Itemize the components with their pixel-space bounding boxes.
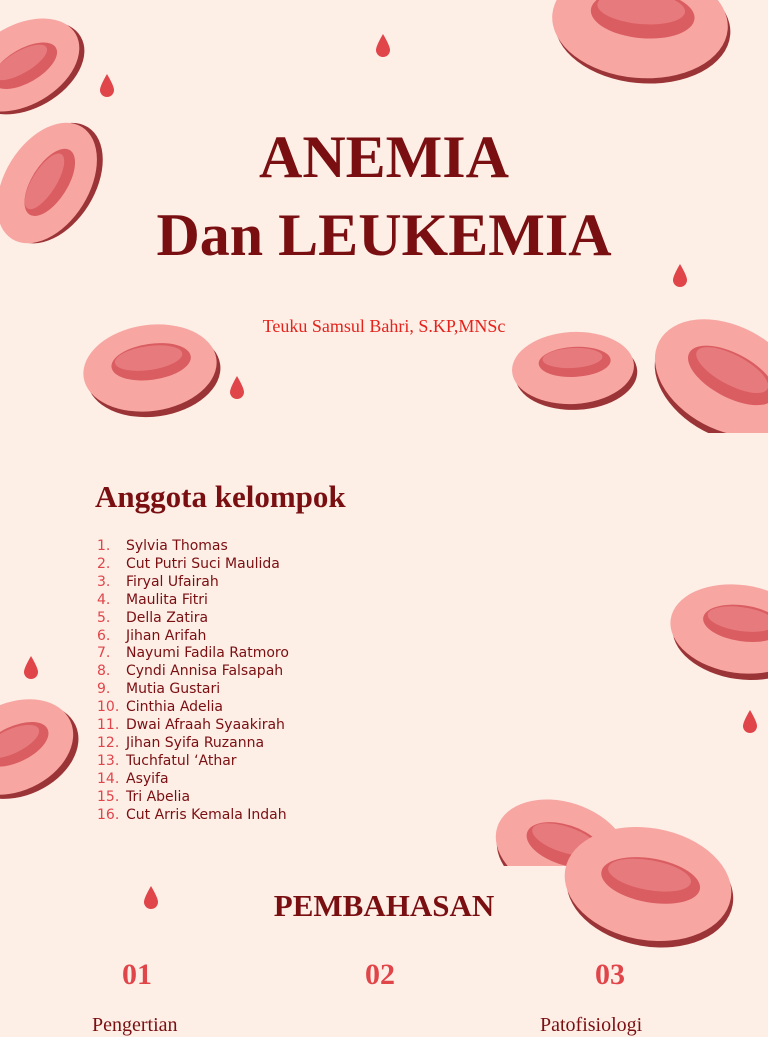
member-name: Cyndi Annisa Falsapah (126, 663, 284, 680)
blood-cell-icon (547, 0, 736, 91)
member-number: 6. (97, 627, 111, 644)
member-item (97, 735, 289, 753)
member-item (97, 663, 289, 681)
member-number: 15. (97, 788, 120, 805)
member-item (97, 574, 289, 592)
member-name: Cut Arris Kemala Indah (126, 806, 287, 823)
member-item (97, 789, 289, 807)
author-name: Teuku Samsul Bahri, S.KP,MNSc (262, 316, 506, 336)
member-number: 12. (97, 734, 120, 751)
blood-drop-icon (376, 34, 390, 57)
member-number: 3. (97, 573, 111, 590)
member-name: Asyifa (126, 770, 169, 787)
blood-cell-icon (664, 576, 768, 689)
title-line-1: ANEMIA (259, 124, 509, 190)
member-number: 7. (97, 645, 111, 662)
presentation-title (0, 118, 768, 274)
member-number: 1. (97, 538, 111, 554)
member-number: 2. (97, 555, 111, 572)
member-list (97, 538, 289, 825)
member-name: Mutia Gustari (126, 681, 221, 698)
blood-drop-icon (743, 710, 757, 733)
member-name: Della Zatira (126, 609, 209, 626)
member-item (97, 538, 289, 556)
members-heading: Anggota kelompok (95, 479, 346, 514)
blood-drop-icon (24, 656, 38, 679)
member-item (97, 699, 289, 717)
member-item (97, 610, 289, 628)
member-number: 5. (97, 609, 111, 626)
member-number: 13. (97, 752, 120, 769)
member-name: Dwai Afraah Syaakirah (126, 717, 285, 734)
blood-cell-icon (0, 680, 94, 819)
member-item (97, 628, 289, 646)
member-item (97, 717, 289, 735)
topic-number-3: 03 (595, 958, 625, 991)
member-item (97, 753, 289, 771)
member-name: Jihan Arifah (126, 627, 207, 644)
member-name: Nayumi Fadila Ratmoro (126, 645, 289, 662)
member-name: Sylvia Thomas (126, 538, 228, 554)
member-number: 9. (97, 681, 111, 698)
topic-number-1: 01 (122, 958, 152, 991)
topic-number-2: 02 (365, 958, 395, 991)
member-number: 16. (97, 806, 120, 823)
member-name: Maulita Fitri (126, 591, 208, 608)
member-item (97, 771, 289, 789)
member-name: Jihan Syifa Ruzanna (126, 734, 265, 751)
member-name: Tri Abelia (126, 788, 191, 805)
member-number: 10. (97, 699, 120, 716)
member-number: 11. (97, 717, 120, 734)
blood-cell-icon (510, 329, 639, 413)
title-line-2: Dan LEUKEMIA (156, 202, 612, 268)
member-item (97, 592, 289, 610)
blood-drop-icon (100, 74, 114, 97)
slide-members (0, 433, 768, 866)
member-number: 4. (97, 591, 111, 608)
slide-title (0, 0, 768, 433)
topic-text-1: Pengertian (92, 1014, 178, 1036)
discussion-heading: PEMBAHASAN (273, 888, 495, 923)
member-item (97, 645, 289, 663)
member-name: Cut Putri Suci Maulida (126, 555, 280, 572)
member-number: 8. (97, 663, 111, 680)
member-item (97, 807, 289, 825)
member-name: Firyal Ufairah (126, 573, 219, 590)
slide-discussion (0, 866, 768, 1036)
member-item (97, 556, 289, 574)
member-name: Tuchfatul ‘Athar (126, 752, 237, 769)
member-name: Cinthia Adelia (126, 699, 224, 716)
topic-text-3: Patofisiologi (540, 1014, 643, 1036)
member-item (97, 681, 289, 699)
blood-drop-icon (230, 376, 244, 399)
member-number: 14. (97, 770, 120, 787)
blood-cell-icon (0, 0, 101, 135)
